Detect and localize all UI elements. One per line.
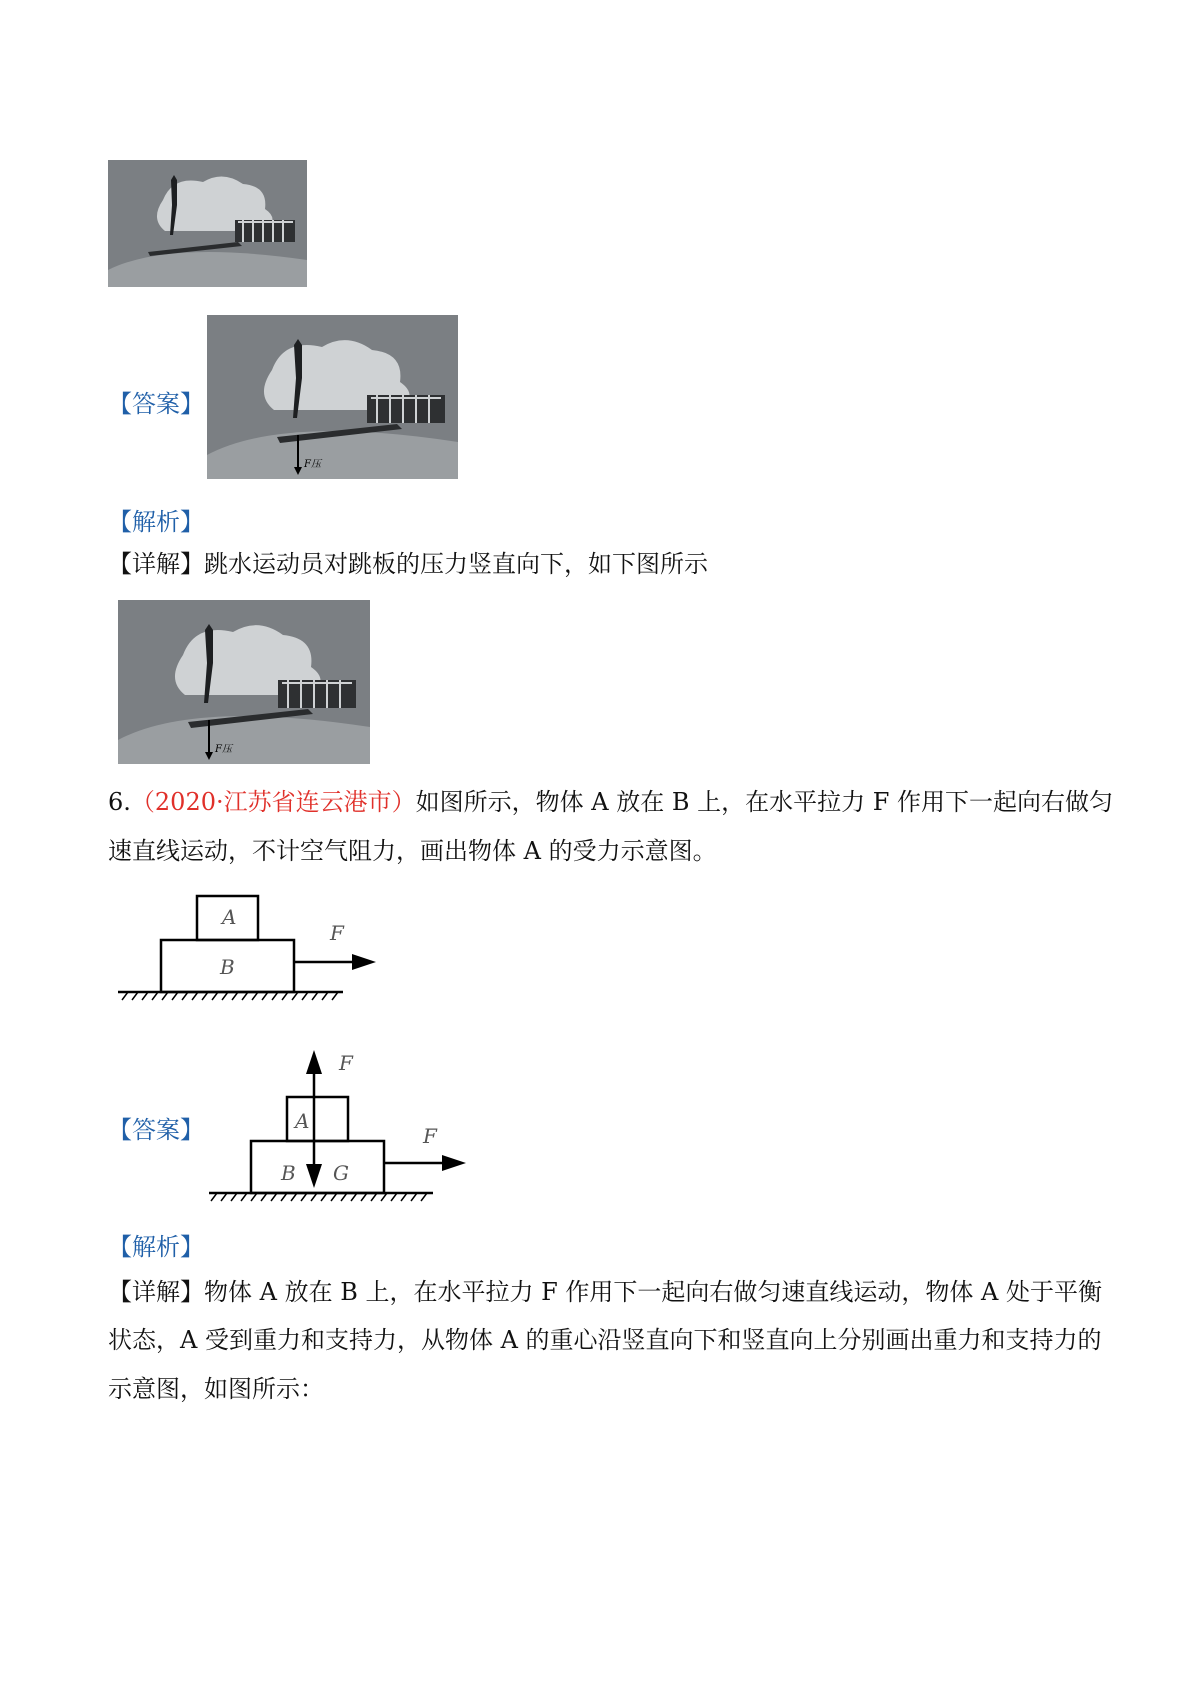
q5-answer-label: 【答案】 bbox=[108, 390, 204, 418]
q6-detail-label: 【详解】 bbox=[108, 1278, 204, 1306]
block-a-label-answer: A bbox=[295, 1109, 310, 1133]
q5-detail-label: 【详解】 bbox=[108, 550, 204, 578]
q6-detail-line2: 状态，A 受到重力和支持力，从物体 A 的重心沿竖直向下和竖直向上分别画出重力和支持力的 bbox=[108, 1326, 1102, 1354]
q5-detail-line bbox=[108, 552, 708, 576]
diver-photo-answer bbox=[207, 315, 458, 479]
pressure-force-label: F压 bbox=[304, 459, 321, 470]
q6-answer-figure bbox=[205, 1040, 475, 1220]
diver-photo-detail bbox=[118, 600, 370, 764]
support-force-arrowhead bbox=[306, 1050, 322, 1074]
gravity-label: G bbox=[333, 1161, 349, 1185]
q6-analysis-label: 【解析】 bbox=[108, 1233, 204, 1261]
q5-detail-text: 跳水运动员对跳板的压力竖直向下，如下图所示 bbox=[204, 550, 708, 578]
block-b-label-answer: B bbox=[281, 1161, 296, 1185]
pull-force-label: F bbox=[330, 921, 344, 945]
q6-question-figure bbox=[118, 890, 388, 1010]
q6-number: 6. bbox=[108, 788, 131, 816]
q6-detail-line1-text: 物体 A 放在 B 上，在水平拉力 F 作用下一起向右做匀速直线运动，物体 A 处于平衡 bbox=[204, 1278, 1102, 1306]
pull-force-arrowhead-answer bbox=[442, 1155, 466, 1171]
q6-detail-line3: 示意图，如图所示： bbox=[108, 1375, 324, 1403]
q5-analysis-label: 【解析】 bbox=[108, 508, 204, 536]
diver-photo-question bbox=[108, 160, 307, 287]
q6-line2: 速直线运动，不计空气阻力，画出物体 A 的受力示意图。 bbox=[108, 837, 717, 865]
gravity-arrowhead bbox=[306, 1164, 322, 1188]
q6-answer-label: 【答案】 bbox=[108, 1116, 204, 1144]
pressure-force-label-detail: F压 bbox=[215, 744, 232, 755]
q6-line1-text: 如图所示，物体 A 放在 B 上，在水平拉力 F 作用下一起向右做匀 bbox=[415, 788, 1114, 816]
pull-force-label-answer: F bbox=[423, 1124, 437, 1148]
q6-detail-line1 bbox=[108, 1280, 1102, 1304]
block-b-label: B bbox=[220, 955, 235, 979]
block-a-label: A bbox=[222, 905, 237, 929]
pull-force-arrowhead bbox=[352, 954, 376, 970]
q6-source: （2020·江苏省连云港市） bbox=[130, 788, 416, 816]
q6-line1 bbox=[108, 790, 1113, 814]
support-force-label: F bbox=[339, 1051, 353, 1075]
